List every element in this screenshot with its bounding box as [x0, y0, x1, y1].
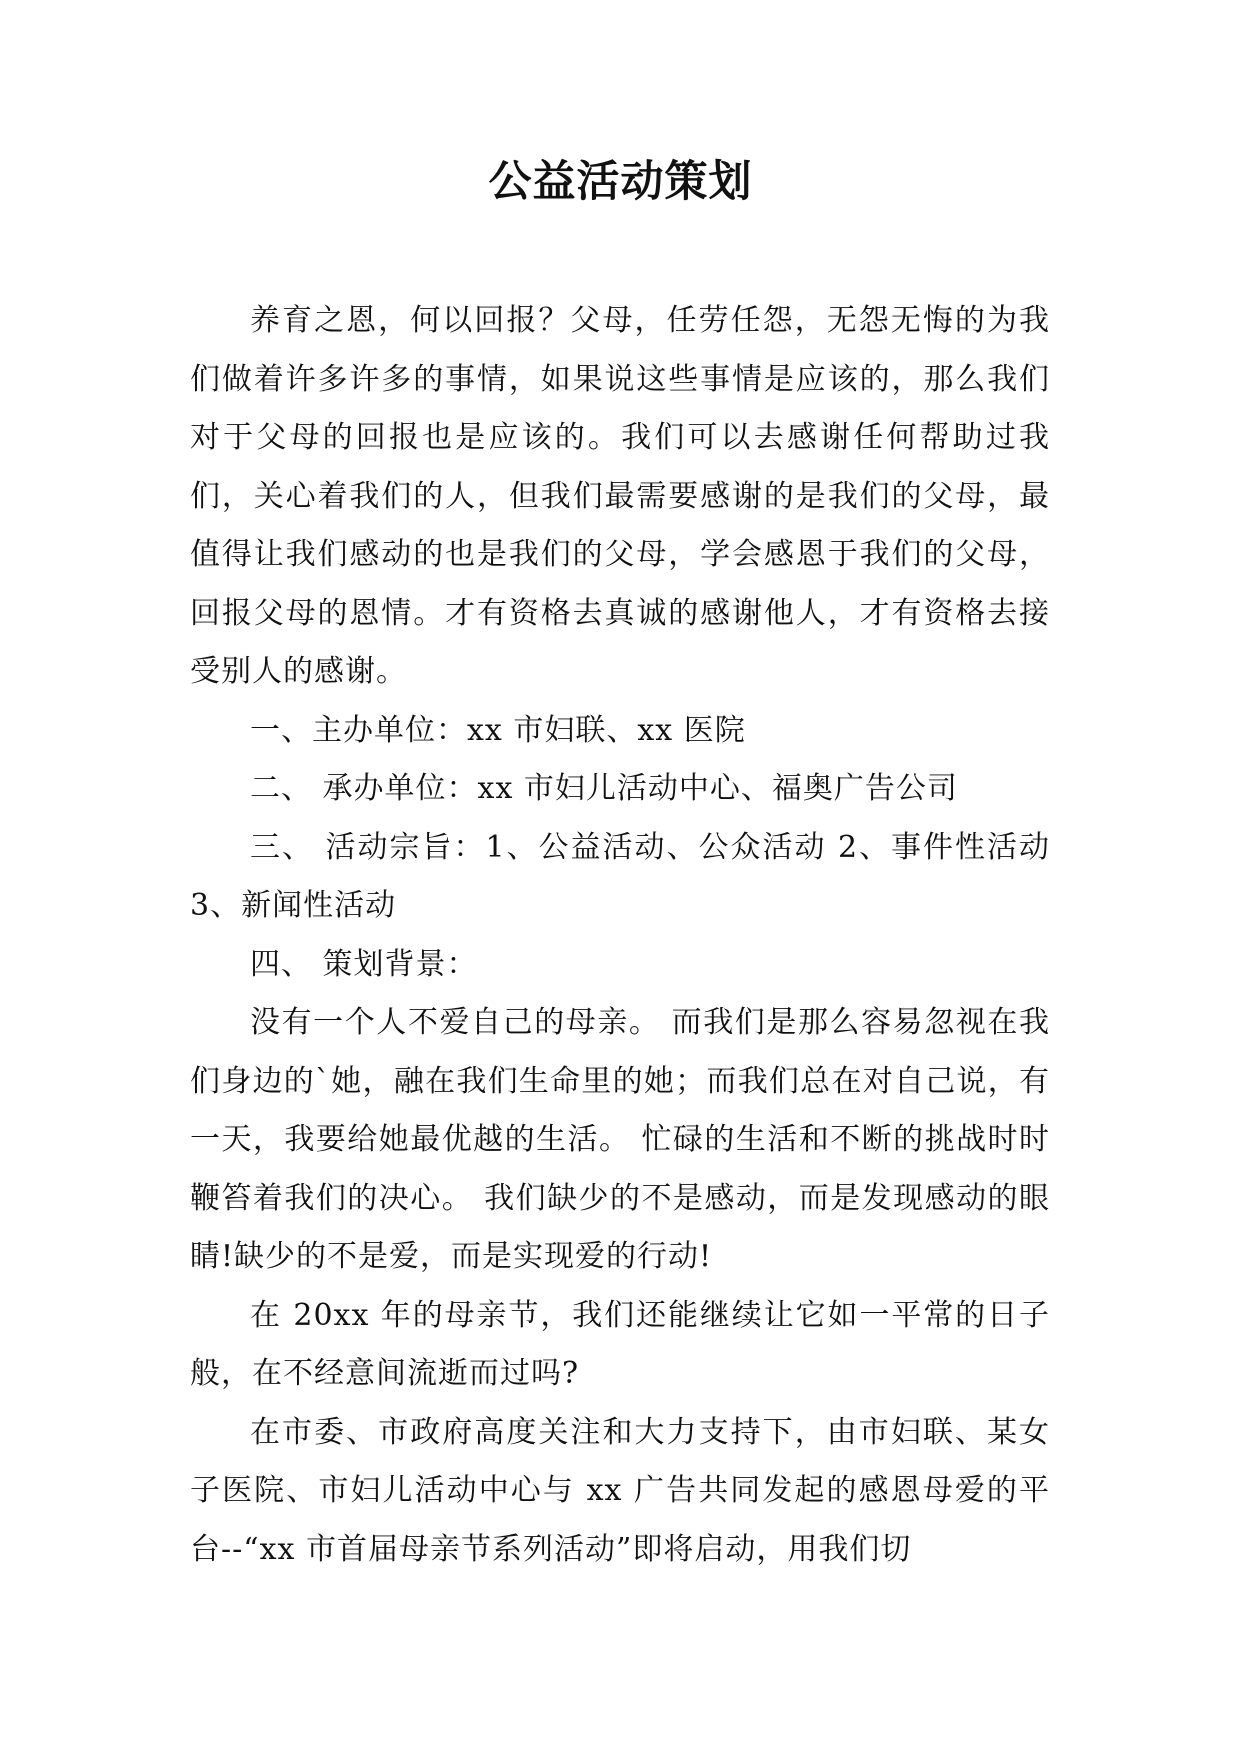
paragraph-background-3: 在市委、市政府高度关注和大力支持下，由市妇联、某女子医院、市妇儿活动中心与 xx 广告共同发起的感恩母爱的平台--“xx 市首届母亲节系列活动”即将启动，用我们切 [190, 1414, 1050, 1567]
document-body [190, 292, 1050, 1579]
paragraph-undertaker: 二、 承办单位：xx 市妇儿活动中心、福奥广告公司 [250, 771, 958, 806]
paragraph-intro: 养育之恩，何以回报？父母，任劳任怨，无怨无悔的为我们做着许多许多的事情，如果说这些事情是应该的，那么我们对于父母的回报也是应该的。我们可以去感谢任何帮助过我们，关心着我们的人，但我们最需要感谢的是我们的父母，最值得让我们感动的也是我们的父母，学会感恩于我们的父母，回报父母的恩情。才有资格去真诚的感谢他人，才有资格去接受别人的感谢。 [190, 303, 1050, 689]
paragraph-background-heading: 四、 策划背景： [250, 946, 478, 982]
paragraph-background-2: 在 20xx 年的母亲节，我们还能继续让它如一平常的日子般，在不经意间流逝而过吗? [190, 1297, 1050, 1391]
paragraph-background-1: 没有一个人不爱自己的母亲。 而我们是那么容易忽视在我们身边的`她，融在我们生命里的她；而我们总在对自己说，有一天，我要给她最优越的生活。 忙碌的生活和不断的挑战时时鞭笞着我们的决心。 我们缺少的不是感动，而是发现感动的眼睛!缺少的不是爱，而是实现爱的行动! [190, 1005, 1050, 1274]
paragraph-organizer: 一、主办单位：xx 市妇联、xx 医院 [250, 712, 746, 748]
paragraph-purpose: 三、 活动宗旨：1、公益活动、公众活动 2、事件性活动 3、新闻性活动 [190, 829, 1050, 923]
document-title: 公益活动策划 [488, 157, 753, 207]
